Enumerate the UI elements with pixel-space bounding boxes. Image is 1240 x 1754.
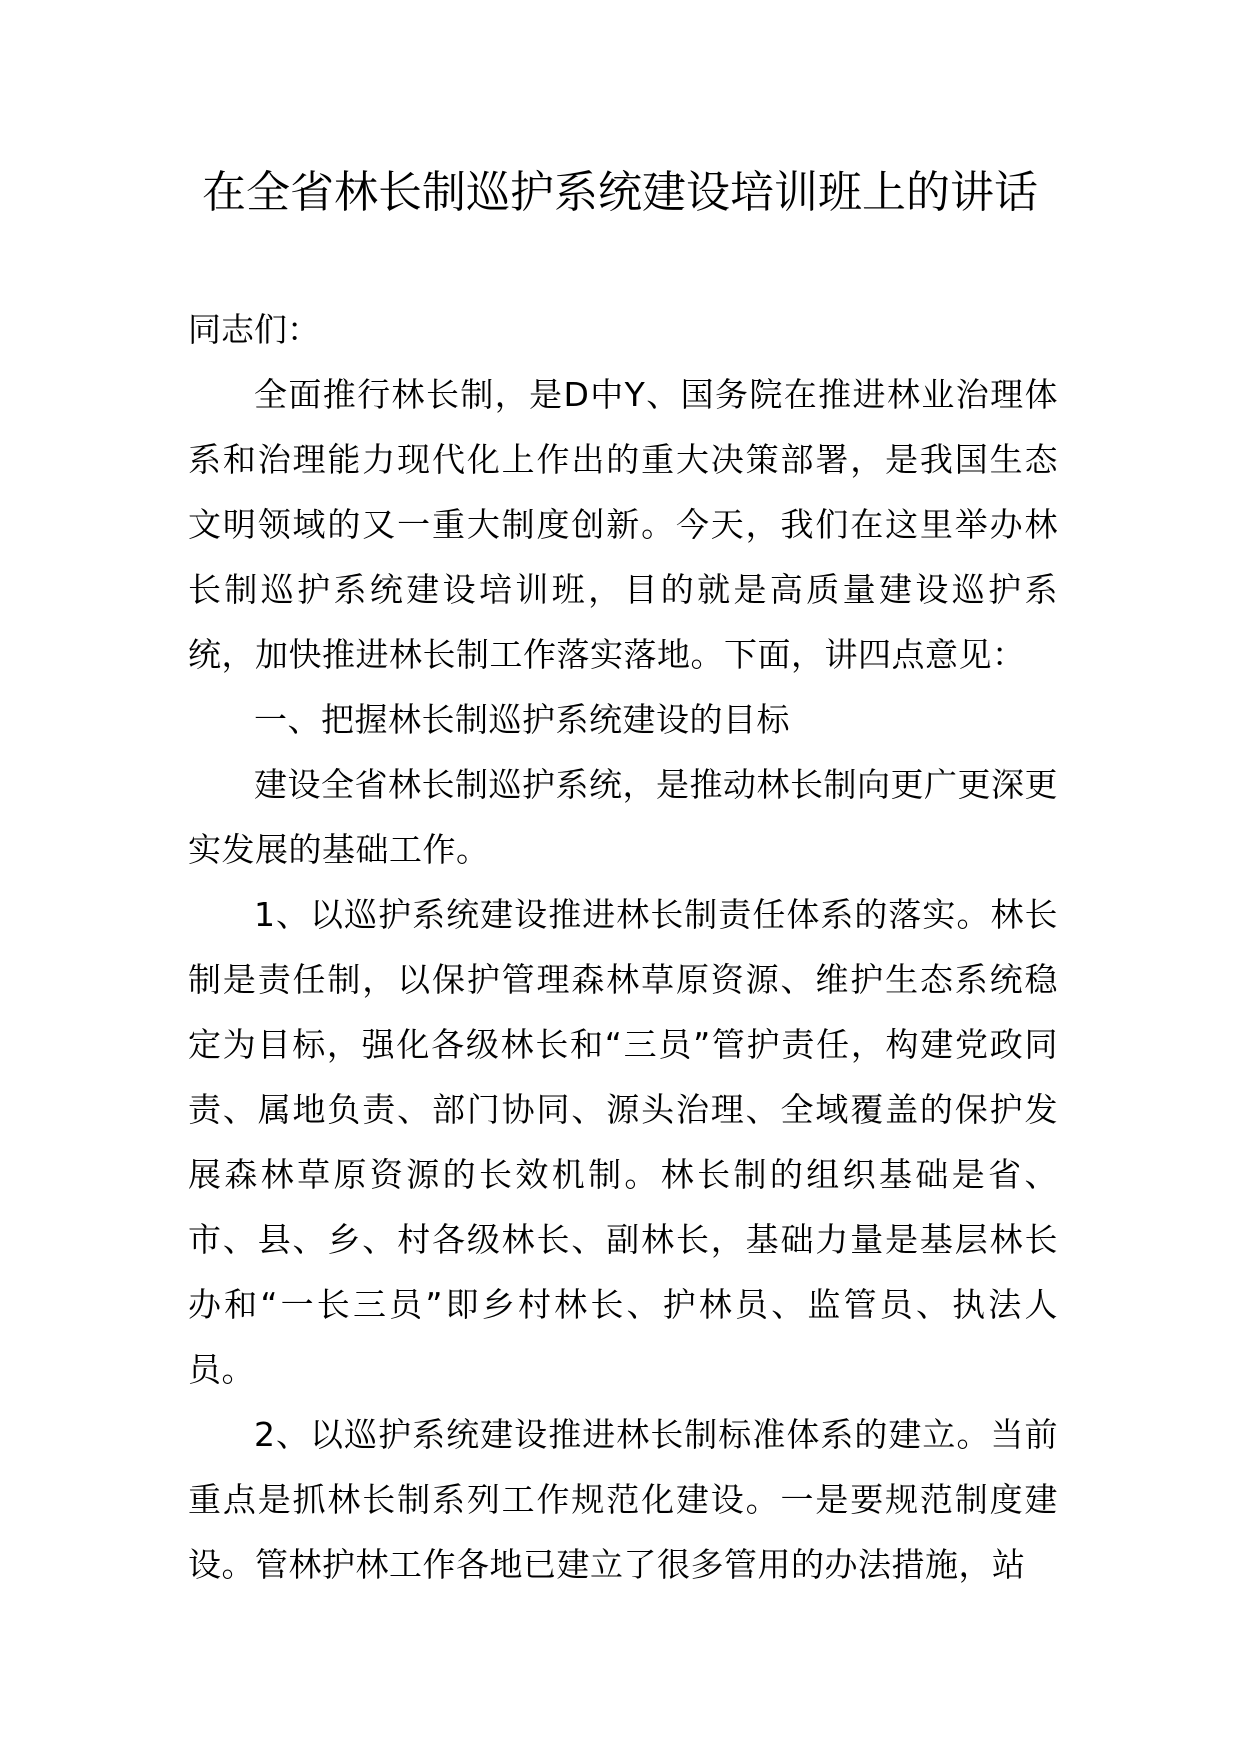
paragraph-intro: 全面推行林长制，是D中Y、国务院在推进林业治理体系和治理能力现代化上作出的重大决策部署，是我国生态文明领域的又一重大制度创新。今天，我们在这里举办林长制巡护系统建设培训班，目的就是高质量建设巡护系统，加快推进林长制工作落实落地。下面，讲四点意见： bbox=[188, 375, 1058, 674]
document-body bbox=[188, 297, 1058, 1597]
section-heading-1: 一、把握林长制巡护系统建设的目标 bbox=[254, 700, 790, 739]
salutation: 同志们： bbox=[188, 310, 320, 349]
document-title: 在全省林长制巡护系统建设培训班上的讲话 bbox=[202, 167, 1038, 218]
paragraph-section-1-lead: 建设全省林长制巡护系统，是推动林长制向更广更深更实发展的基础工作。 bbox=[188, 765, 1058, 869]
paragraph-point-2: 2、以巡护系统建设推进林长制标准体系的建立。当前重点是抓林长制系列工作规范化建设。一是要规范制度建设。管林护林工作各地已建立了很多管用的办法措施，站 bbox=[188, 1415, 1058, 1584]
paragraph-point-1: 1、以巡护系统建设推进林长制责任体系的落实。林长制是责任制，以保护管理森林草原资源、维护生态系统稳定为目标，强化各级林长和“三员”管护责任，构建党政同责、属地负责、部门协同、源头治理、全域覆盖的保护发展森林草原资源的长效机制。林长制的组织基础是省、市、县、乡、村各级林长、副林长，基础力量是基层林长办和“一长三员”即乡村林长、护林员、监管员、执法人员。 bbox=[188, 895, 1058, 1389]
